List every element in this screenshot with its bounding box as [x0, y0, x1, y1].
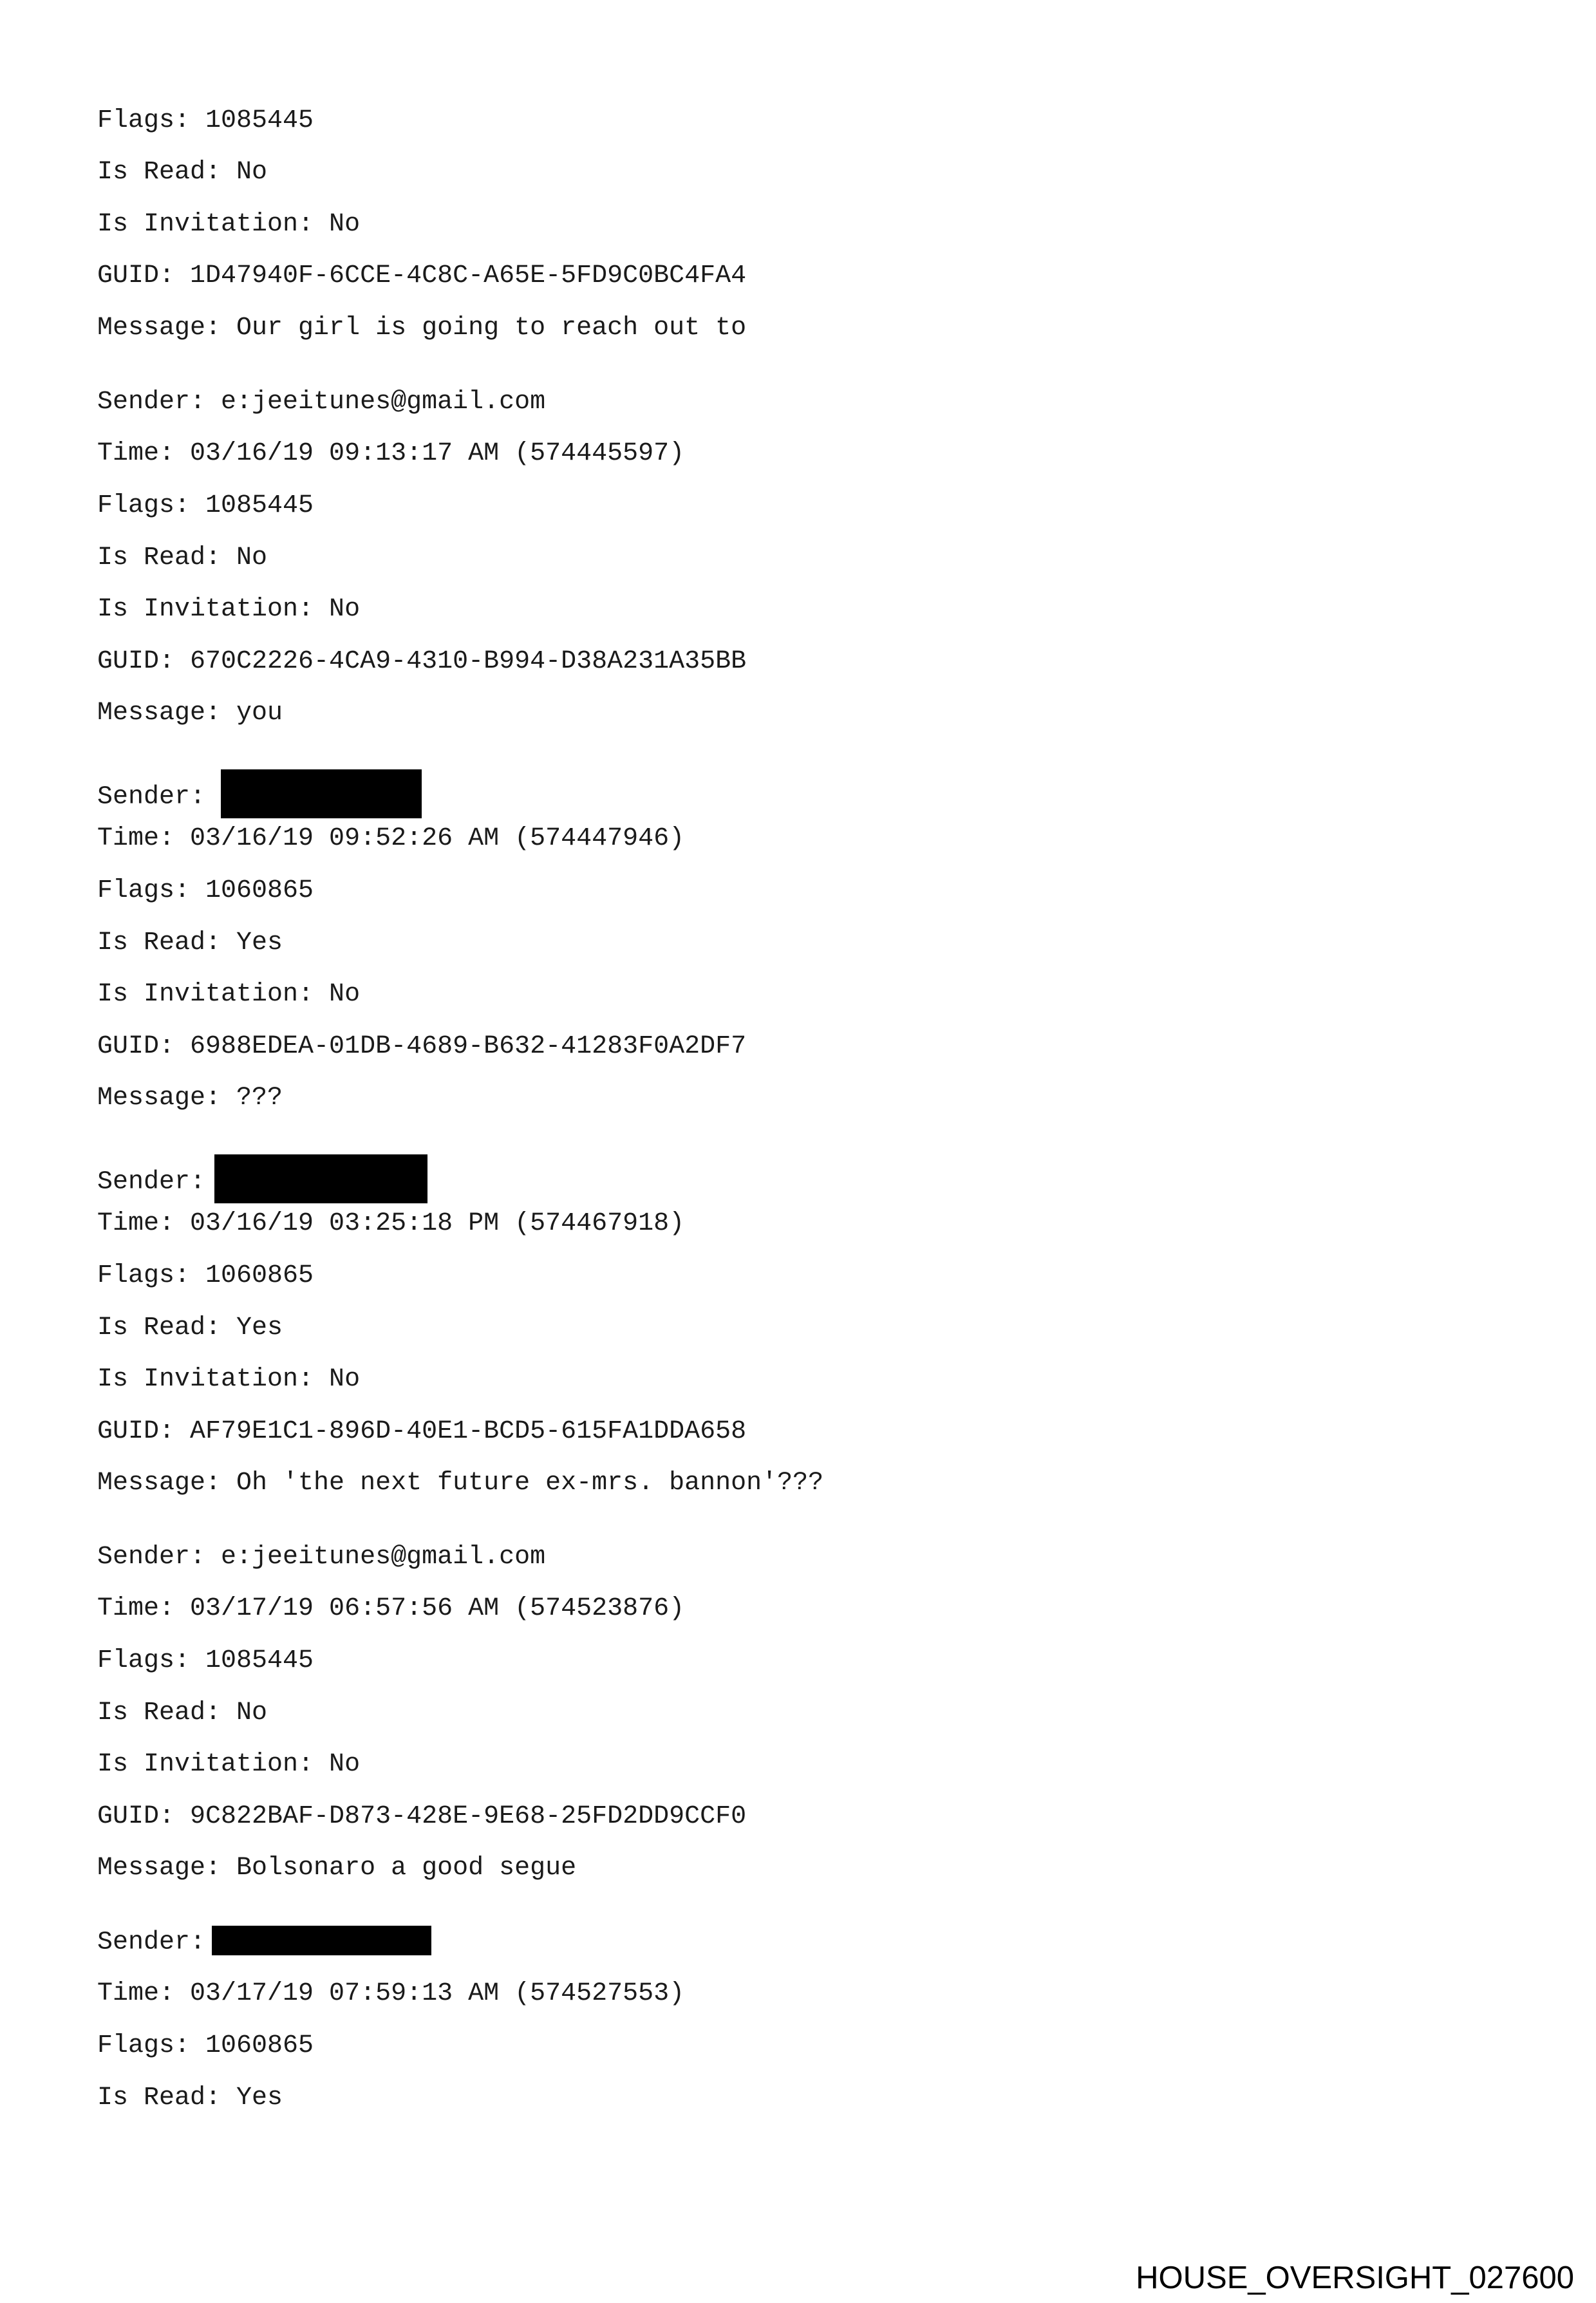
redaction-box: [221, 769, 422, 818]
entry-flags: Flags: 1085445: [97, 491, 314, 520]
entry-is-invitation: Is Invitation: No: [97, 210, 361, 239]
entry-time: Time: 03/16/19 09:13:17 AM (574445597): [97, 439, 685, 468]
entry-is-read: Is Read: Yes: [97, 928, 283, 957]
entry-is-read: Is Read: Yes: [97, 2083, 283, 2112]
entry-message: Message: you: [97, 699, 283, 728]
entry-time: Time: 03/17/19 06:57:56 AM (574523876): [97, 1594, 685, 1623]
entry-message: Message: ???: [97, 1084, 283, 1113]
entry-is-read: Is Read: No: [97, 1698, 268, 1727]
entry-is-read: Is Read: No: [97, 543, 268, 572]
entry-sender-label: Sender:: [97, 782, 206, 812]
entry-time: Time: 03/16/19 09:52:26 AM (574447946): [97, 824, 685, 853]
entry-is-invitation: Is Invitation: No: [97, 1750, 361, 1779]
entry-message: Message: Oh 'the next future ex-mrs. bannon'???: [97, 1469, 824, 1498]
entry-sender-label: Sender:: [97, 1167, 206, 1197]
entry-flags: Flags: 1060865: [97, 876, 314, 905]
redaction-box: [214, 1154, 427, 1203]
entry-time: Time: 03/17/19 07:59:13 AM (574527553): [97, 1979, 685, 2008]
entry-time: Time: 03/16/19 03:25:18 PM (574467918): [97, 1209, 685, 1238]
entry-sender-row: [97, 1157, 427, 1206]
entry-sender-row: [97, 772, 422, 821]
entry-flags: Flags: 1060865: [97, 2031, 314, 2060]
entry-flags: Flags: 1085445: [97, 106, 314, 135]
entry-is-invitation: Is Invitation: No: [97, 595, 361, 624]
entry-sender: Sender: e:jeeitunes@gmail.com: [97, 1543, 546, 1572]
entry-message: Message: Bolsonaro a good segue: [97, 1854, 577, 1883]
entry-sender-row: [97, 1927, 431, 1959]
entry-flags: Flags: 1060865: [97, 1261, 314, 1290]
entry-is-read: Is Read: Yes: [97, 1313, 283, 1342]
entry-sender: Sender: e:jeeitunes@gmail.com: [97, 388, 546, 417]
entry-guid: GUID: 9C822BAF-D873-428E-9E68-25FD2DD9CCF0: [97, 1802, 747, 1831]
entry-message: Message: Our girl is going to reach out to: [97, 314, 747, 343]
entry-guid: GUID: 1D47940F-6CCE-4C8C-A65E-5FD9C0BC4FA4: [97, 261, 747, 290]
entry-guid: GUID: 6988EDEA-01DB-4689-B632-41283F0A2DF7: [97, 1032, 747, 1061]
entry-is-invitation: Is Invitation: No: [97, 980, 361, 1009]
entry-is-read: Is Read: No: [97, 158, 268, 187]
bates-number: HOUSE_OVERSIGHT_027600: [1136, 2261, 1574, 2295]
redaction-box: [212, 1926, 431, 1955]
entry-flags: Flags: 1085445: [97, 1646, 314, 1675]
entry-guid: GUID: AF79E1C1-896D-40E1-BCD5-615FA1DDA658: [97, 1417, 747, 1446]
entry-guid: GUID: 670C2226-4CA9-4310-B994-D38A231A35BB: [97, 647, 747, 676]
entry-sender-label: Sender:: [97, 1928, 206, 1957]
entry-is-invitation: Is Invitation: No: [97, 1365, 361, 1394]
